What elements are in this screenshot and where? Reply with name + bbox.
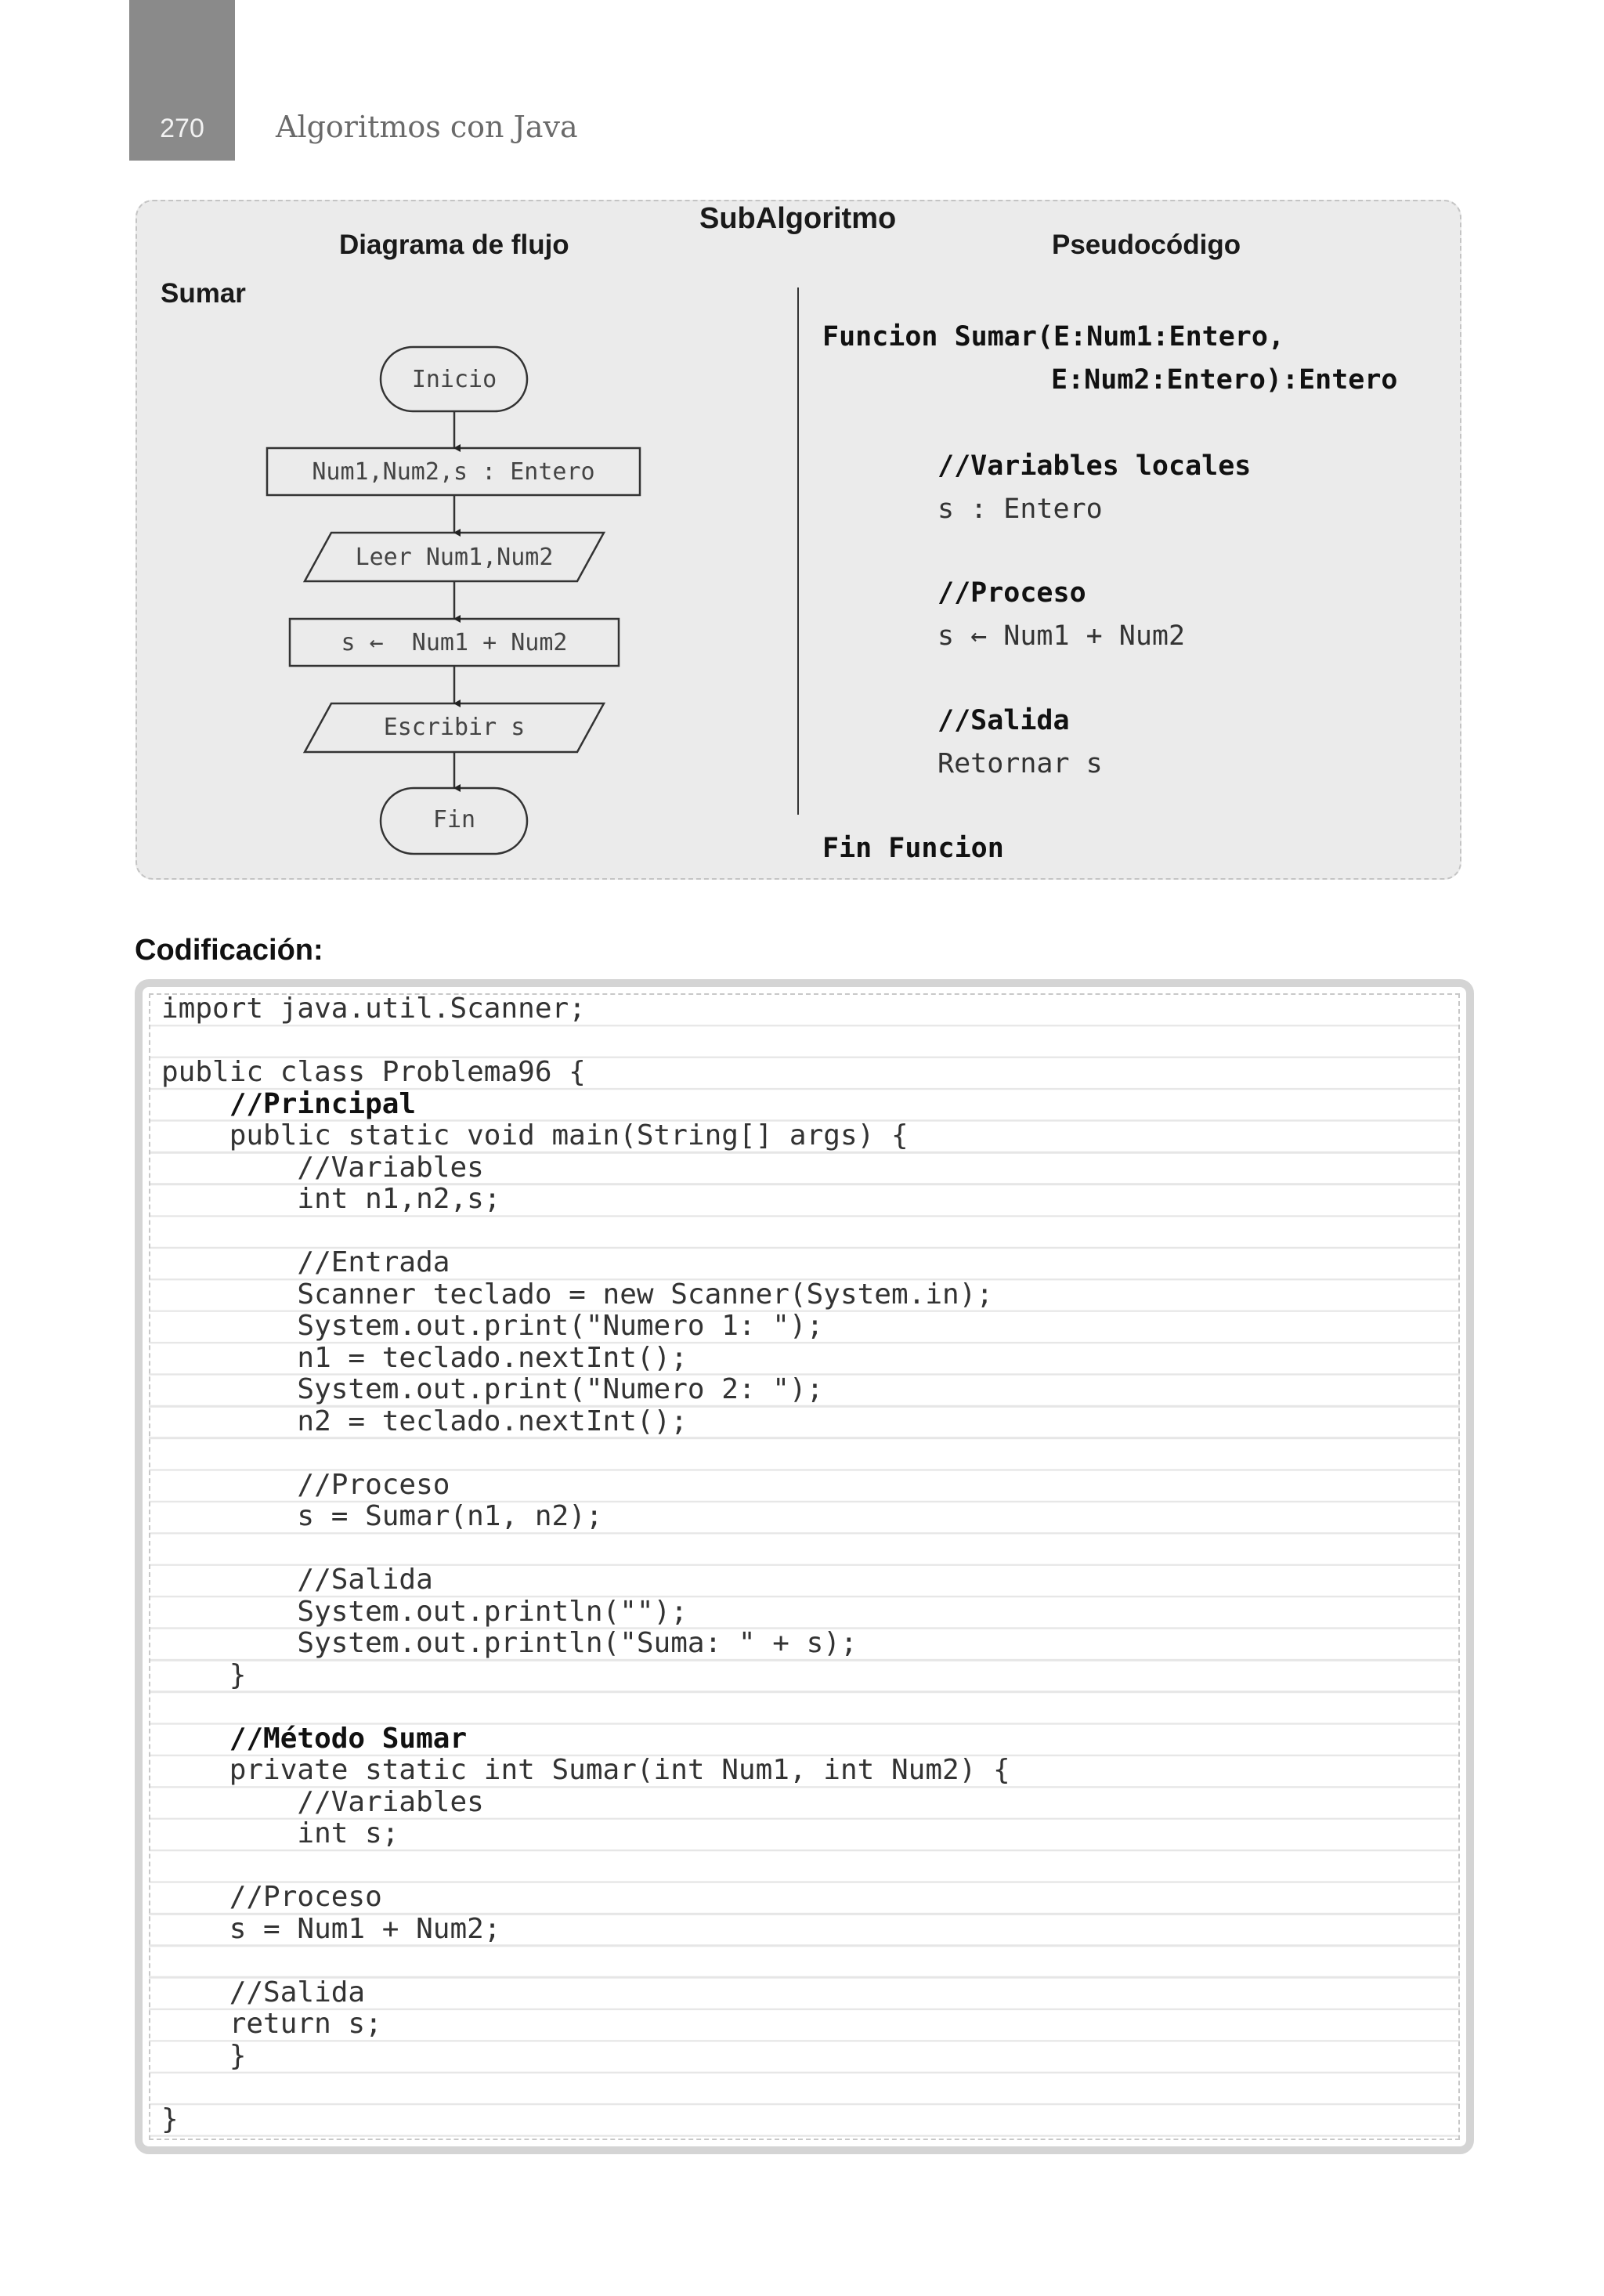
pseudo-heading: Pseudocódigo: [1052, 230, 1241, 260]
code-line: //Proceso: [161, 1468, 450, 1501]
assign-label: s ← Num1 + Num2: [341, 629, 568, 656]
code-line: System.out.print("Numero 1: ");: [161, 1310, 824, 1342]
code-line: n2 = teclado.nextInt();: [161, 1405, 688, 1437]
pseudo-out-comment: //Salida: [937, 705, 1070, 736]
code-line: //Variables: [161, 1785, 484, 1818]
declare-label: Num1,Num2,s : Entero: [312, 458, 595, 486]
pseudo-function-line1: Funcion Sumar(E:Num1:Entero,: [822, 321, 1285, 353]
code-line: public static void main(String[] args) {: [161, 1119, 909, 1152]
pseudo-out-stmt: Retornar s: [937, 748, 1103, 779]
pseudo-proc-comment: //Proceso: [937, 577, 1086, 609]
code-line: int s;: [161, 1817, 399, 1849]
code-line: }: [161, 1658, 247, 1691]
code-listing: [161, 993, 1010, 2135]
subalgoritmo-title: SubAlgoritmo: [699, 202, 897, 235]
code-line: //Método Sumar: [161, 1722, 468, 1755]
code-line: private static int Sumar(int Num1, int Num2) {: [161, 1754, 1010, 1786]
codificacion-heading: Codificación:: [135, 934, 323, 967]
code-line: //Variables: [161, 1151, 484, 1184]
code-line: import java.util.Scanner;: [161, 993, 586, 1025]
flow-heading: Diagrama de flujo: [339, 230, 569, 260]
pseudo-function-line2: E:Num2:Entero):Entero: [1051, 364, 1398, 396]
code-line: //Salida: [161, 1564, 433, 1596]
code-line: //Salida: [161, 1976, 366, 2009]
pseudo-vars-comment: //Variables locales: [937, 450, 1252, 482]
write-label: Escribir s: [383, 714, 526, 741]
page-number: 270: [160, 114, 204, 143]
end-label: Fin: [432, 806, 476, 833]
code-line: System.out.println("");: [161, 1595, 688, 1628]
code-line: s = Sumar(n1, n2);: [161, 1500, 603, 1532]
pseudo-proc-stmt: s ← Num1 + Num2: [937, 620, 1186, 652]
code-line: n1 = teclado.nextInt();: [161, 1341, 688, 1374]
code-line: //Principal: [161, 1087, 417, 1120]
code-line: //Proceso: [161, 1881, 382, 1913]
flowchart: [0, 0, 1604, 885]
code-line: System.out.print("Numero 2: ");: [161, 1373, 824, 1405]
code-line: //Entrada: [161, 1246, 450, 1278]
function-name-label: Sumar: [161, 278, 246, 309]
code-line: System.out.println("Suma: " + s);: [161, 1627, 858, 1659]
code-line: s = Num1 + Num2;: [161, 1912, 501, 1945]
book-title: Algoritmos con Java: [276, 110, 578, 144]
code-line: }: [161, 2039, 247, 2072]
pseudo-end: Fin Funcion: [822, 833, 1004, 864]
code-line: }: [161, 2103, 179, 2135]
code-line: public class Problema96 {: [161, 1056, 586, 1088]
start-label: Inicio: [411, 366, 497, 393]
code-line: int n1,n2,s;: [161, 1183, 501, 1215]
pseudo-vars-decl: s : Entero: [937, 494, 1103, 525]
read-label: Leer Num1,Num2: [355, 544, 554, 571]
code-line: Scanner teclado = new Scanner(System.in);: [161, 1278, 994, 1311]
code-line: return s;: [161, 2008, 382, 2040]
